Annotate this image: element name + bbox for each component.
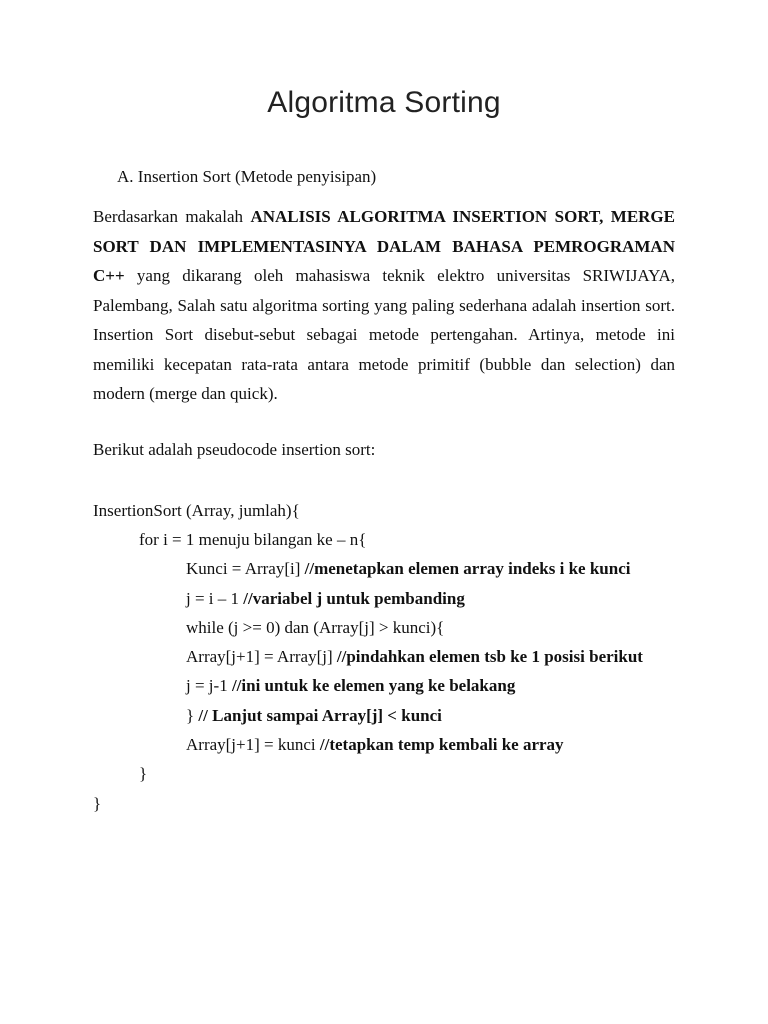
code-comment: //menetapkan elemen array indeks i ke kunci — [304, 559, 631, 578]
code-text: while (j >= 0) dan (Array[j] > kunci){ — [186, 618, 445, 637]
code-comment: //tetapkan temp kembali ke array — [319, 735, 564, 754]
pseudocode-intro: Berikut adalah pseudocode insertion sort: — [93, 440, 376, 459]
pseudocode-line — [186, 674, 515, 698]
paragraph-lead: Berdasarkan makalah — [93, 207, 251, 226]
pseudocode-line — [186, 733, 564, 757]
code-text: for i = 1 menuju bilangan ke – n{ — [139, 530, 367, 549]
pseudocode-line — [93, 499, 300, 523]
code-comment: //pindahkan elemen tsb ke 1 posisi berikut — [336, 647, 643, 666]
code-text: j = j-1 — [186, 676, 232, 695]
page-title: Algoritma Sorting — [267, 86, 501, 119]
pseudocode-line — [186, 616, 444, 640]
code-comment: //ini untuk ke elemen yang ke belakang — [231, 676, 516, 695]
body-paragraph — [93, 202, 675, 409]
code-comment: // Lanjut sampai Array[j] < kunci — [198, 706, 442, 725]
code-text: } — [93, 794, 102, 813]
paper-title-bold: ANALISIS ALGORITMA INSERTION SORT, MERGE SORT DAN IMPLEMENTASINYA DALAM BAHASA PEMROGRAMAN C++ — [93, 207, 675, 285]
pseudocode-line — [139, 762, 147, 786]
paragraph-rest: yang dikarang oleh mahasiswa teknik elektro universitas SRIWIJAYA, Palembang, Salah satu algoritma sorting yang paling sederhana adalah insertion sort. Insertion Sort disebut-sebut sebagai metode pertengahan. Artinya, metode ini memiliki kecepatan rata-rata antara metode primitif (bubble dan selection) dan modern (merge dan quick). — [93, 266, 675, 403]
code-text: Array[j+1] = kunci — [186, 735, 320, 754]
pseudocode-line — [186, 645, 643, 669]
code-comment: //variabel j untuk pembanding — [243, 589, 465, 608]
pseudocode-line — [139, 528, 366, 552]
code-text: Array[j+1] = Array[j] — [186, 647, 337, 666]
code-text: } — [186, 706, 199, 725]
pseudocode-line — [186, 557, 631, 581]
section-heading: A. Insertion Sort (Metode penyisipan) — [117, 167, 377, 186]
code-text: j = i – 1 — [186, 589, 244, 608]
pseudocode-line — [186, 704, 442, 728]
pseudocode-line — [93, 792, 101, 816]
pseudocode-line — [186, 587, 465, 611]
code-text: } — [139, 764, 148, 783]
code-text: Kunci = Array[i] — [186, 559, 305, 578]
code-text: InsertionSort (Array, jumlah){ — [93, 501, 300, 520]
